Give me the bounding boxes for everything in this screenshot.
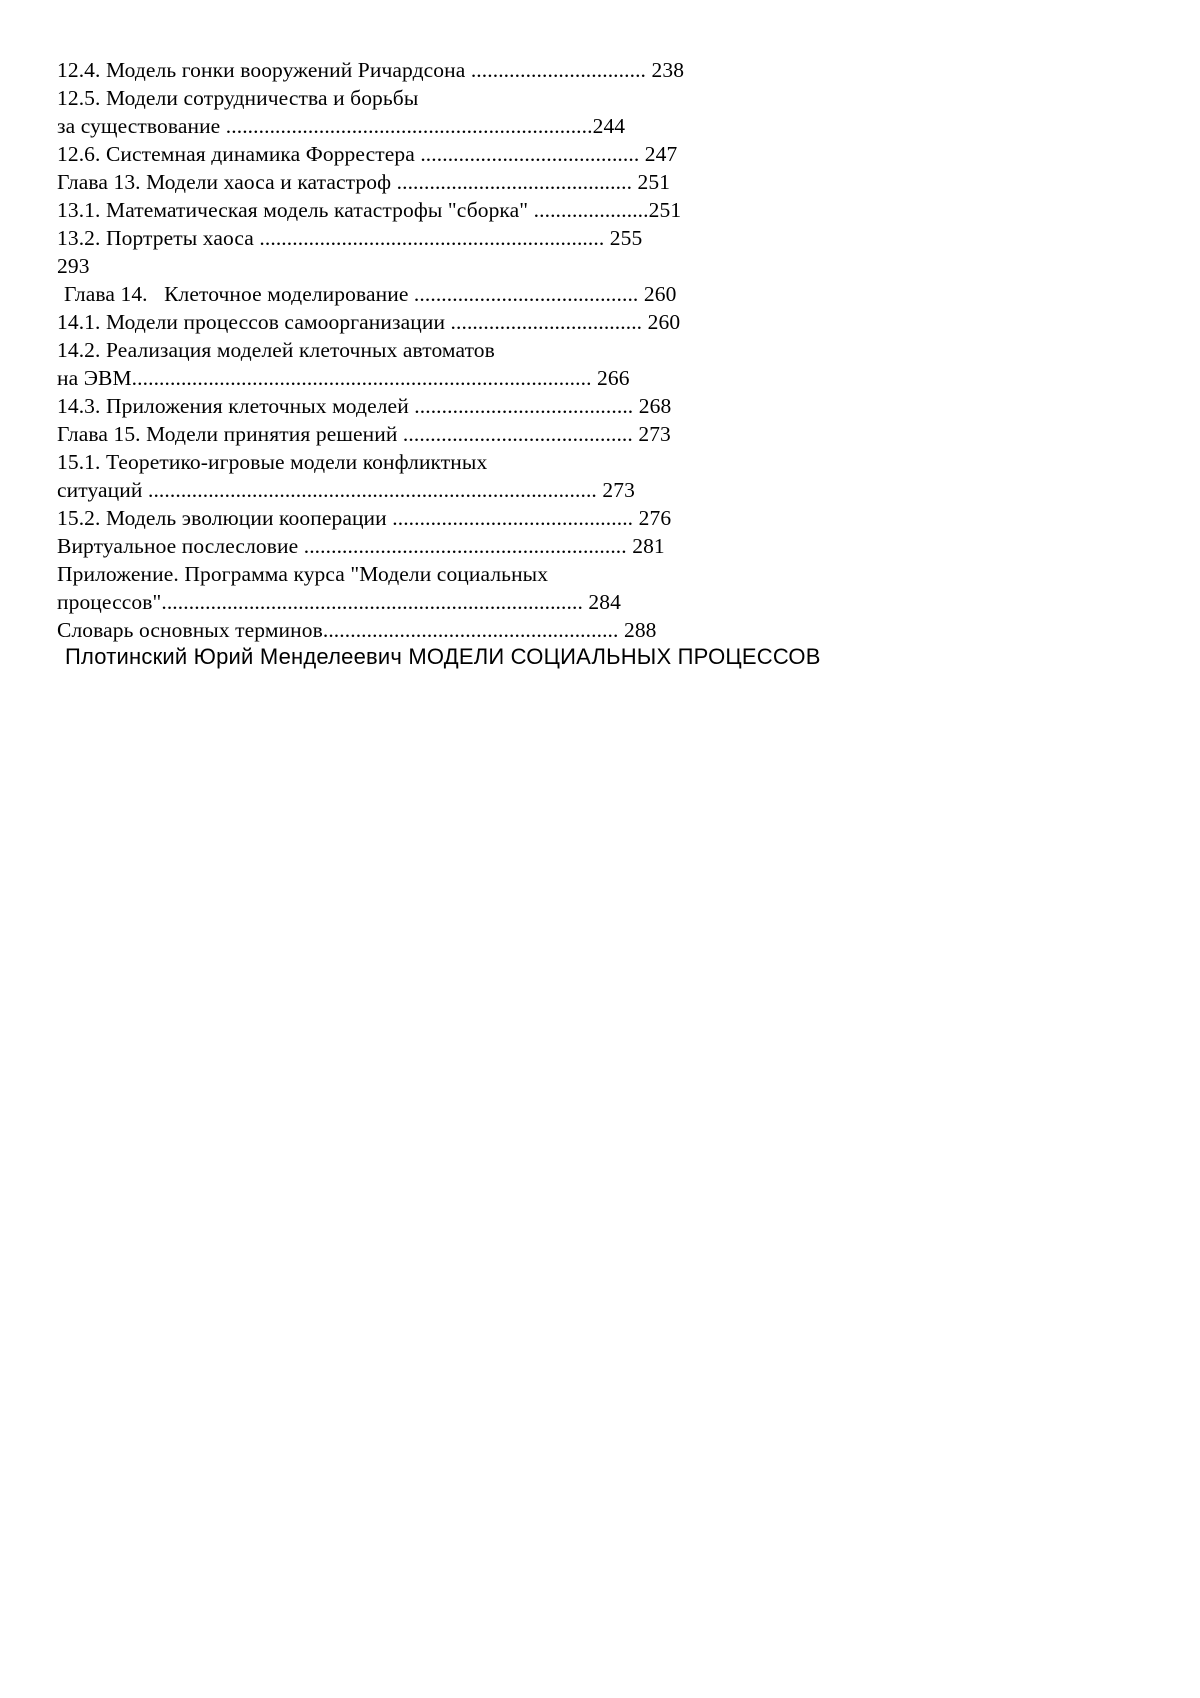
toc-entry-13-1: 13.1. Математическая модель катастрофы "сборка" .....................251 — [57, 198, 682, 222]
toc-entry-15-1-line2: ситуаций .................................................................................. 273 — [57, 478, 635, 502]
table-of-contents — [57, 56, 777, 644]
toc-entry-14-3: 14.3. Приложения клеточных моделей ........................................ 268 — [57, 394, 672, 418]
toc-entry-chapter-14: Глава 14. Клеточное моделирование ......................................... 260 — [64, 282, 677, 306]
toc-entry-12-6: 12.6. Системная динамика Форрестера ........................................ 247 — [57, 142, 678, 166]
toc-entry-12-5-line2: за существование ...................................................................244 — [57, 114, 626, 138]
toc-entry-14-1: 14.1. Модели процессов самоорганизации ................................... 260 — [57, 310, 681, 334]
toc-entry-afterword: Виртуальное послесловие ........................................................... 281 — [57, 534, 665, 558]
toc-entry-15-2: 15.2. Модель эволюции кооперации ............................................ 276 — [57, 506, 672, 530]
toc-entry-12-5-line1: 12.5. Модели сотрудничества и борьбы — [57, 86, 419, 110]
toc-entry-14-2-line1: 14.2. Реализация моделей клеточных автоматов — [57, 338, 495, 362]
book-author-title: Плотинский Юрий Менделеевич МОДЕЛИ СОЦИАЛЬНЫХ ПРОЦЕССОВ — [65, 644, 821, 669]
toc-entry-15-1-line1: 15.1. Теоретико-игровые модели конфликтных — [57, 450, 488, 474]
toc-entry-appendix-line2: процессов"............................................................................. 284 — [57, 590, 621, 614]
toc-entry-appendix-line1: Приложение. Программа курса "Модели социальных — [57, 562, 549, 586]
toc-entry-12-4: 12.4. Модель гонки вооружений Ричардсона ................................ 238 — [57, 58, 685, 82]
page-number: 293 — [57, 254, 90, 278]
toc-entry-13-2: 13.2. Портреты хаоса ............................................................... 255 — [57, 226, 643, 250]
toc-entry-glossary: Словарь основных терминов...................................................... 288 — [57, 618, 657, 642]
toc-entry-chapter-13: Глава 13. Модели хаоса и катастроф ........................................... 251 — [57, 170, 671, 194]
toc-entry-14-2-line2: на ЭВМ.................................................................................... 266 — [57, 366, 630, 390]
toc-entry-chapter-15: Глава 15. Модели принятия решений .......................................... 273 — [57, 422, 671, 446]
